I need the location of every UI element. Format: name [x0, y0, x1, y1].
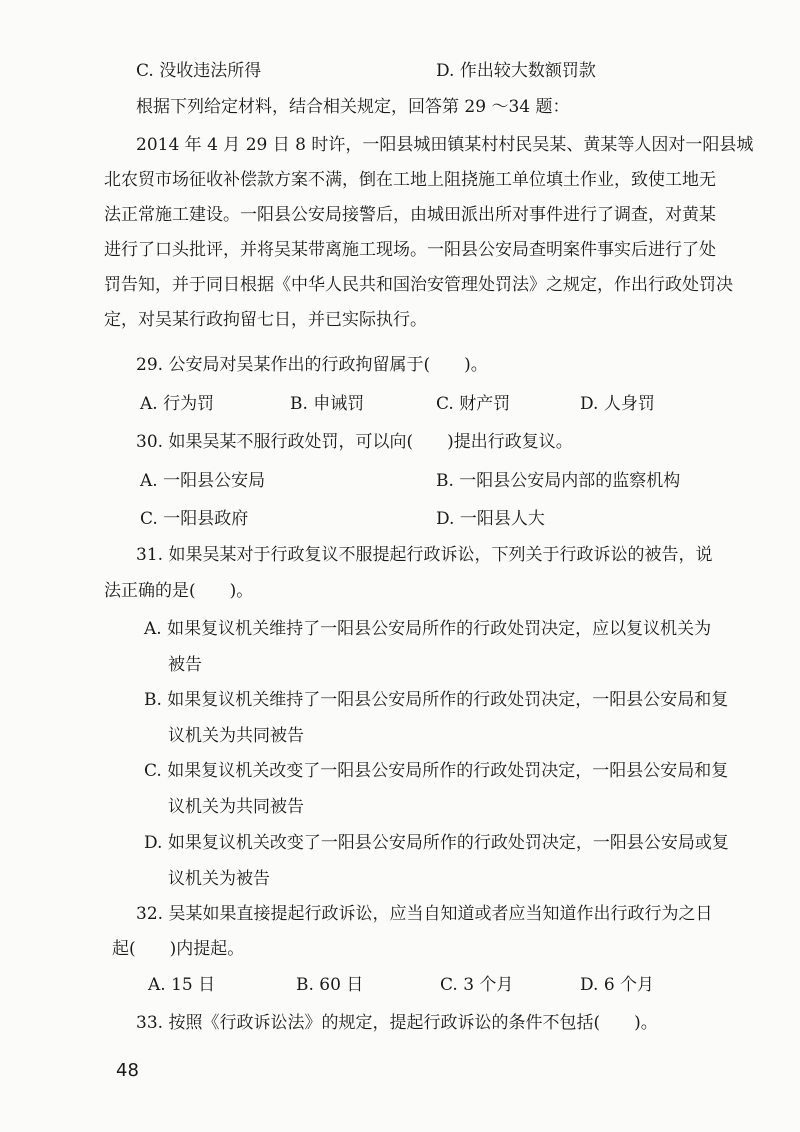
- prev-option-d: D. 作出较大数额罚款: [436, 61, 596, 81]
- question-31-stem: 31. 如果吴某对于行政复议不服提起行政诉讼，下列关于行政诉讼的被告，说: [136, 545, 713, 565]
- page-number: 48: [116, 1060, 139, 1081]
- question-30-option-c: C. 一阳县政府: [140, 509, 249, 529]
- question-31-option-b: B. 如果复议机关维持了一阳县公安局所作的行政处罚决定，一阳县公安局和复: [144, 690, 729, 710]
- question-32-stem-cont: 起( )内提起。: [112, 939, 245, 959]
- question-32-option-c: C. 3 个月: [440, 975, 514, 995]
- question-29-option-c: C. 财产罚: [436, 394, 511, 414]
- question-31-option-a: A. 如果复议机关维持了一阳县公安局所作的行政处罚决定，应以复议机关为: [144, 619, 712, 639]
- question-30-option-d: D. 一阳县人大: [436, 509, 545, 529]
- question-30-option-a: A. 一阳县公安局: [140, 471, 266, 491]
- question-32-option-d: D. 6 个月: [580, 975, 655, 995]
- material-line: 定，对吴某行政拘留七日，并已实际执行。: [104, 310, 427, 330]
- question-31-option-d: D. 如果复议机关改变了一阳县公安局所作的行政处罚决定，一阳县公安局或复: [144, 833, 729, 853]
- question-31-option-d-cont: 议机关为被告: [168, 869, 270, 889]
- question-31-option-c: C. 如果复议机关改变了一阳县公安局所作的行政处罚决定，一阳县公安局和复: [144, 761, 729, 781]
- question-32-stem: 32. 吴某如果直接提起行政诉讼，应当自知道或者应当知道作出行政行为之日: [136, 904, 713, 924]
- question-32-option-a: A. 15 日: [148, 975, 216, 995]
- question-31-option-b-cont: 议机关为共同被告: [168, 726, 304, 746]
- material-line: 法正常施工建设。一阳县公安局接警后，由城田派出所对事件进行了调查，对黄某: [104, 205, 716, 225]
- prev-option-c: C. 没收违法所得: [136, 61, 262, 81]
- question-30-option-b: B. 一阳县公安局内部的监察机构: [436, 471, 681, 491]
- question-32-option-b: B. 60 日: [296, 975, 364, 995]
- material-line: 北农贸市场征收补偿款方案不满，倒在工地上阻挠施工单位填土作业，致使工地无: [104, 170, 716, 190]
- question-29-option-b: B. 申诫罚: [290, 394, 365, 414]
- question-29-option-d: D. 人身罚: [580, 394, 655, 414]
- question-31-option-a-cont: 被告: [168, 655, 202, 675]
- material-line: 罚告知，并于同日根据《中华人民共和国治安管理处罚法》之规定，作出行政处罚决: [104, 275, 733, 295]
- question-30-stem: 30. 如果吴某不服行政处罚，可以向( )提出行政复议。: [136, 432, 573, 452]
- question-29-option-a: A. 行为罚: [140, 394, 215, 414]
- intro-text: 根据下列给定材料，结合相关规定，回答第 29 ～34 题：: [136, 97, 570, 117]
- question-33-stem: 33. 按照《行政诉讼法》的规定，提起行政诉讼的条件不包括( )。: [136, 1013, 658, 1033]
- question-29-stem: 29. 公安局对吴某作出的行政拘留属于( )。: [136, 355, 488, 375]
- question-31-stem-cont: 法正确的是( )。: [104, 581, 254, 601]
- material-line: 进行了口头批评，并将吴某带离施工现场。一阳县公安局查明案件事实后进行了处: [104, 240, 716, 260]
- question-31-option-c-cont: 议机关为共同被告: [168, 797, 304, 817]
- material-line: 2014 年 4 月 29 日 8 时许，一阳县城田镇某村村民吴某、黄某等人因对一阳县城: [136, 135, 754, 155]
